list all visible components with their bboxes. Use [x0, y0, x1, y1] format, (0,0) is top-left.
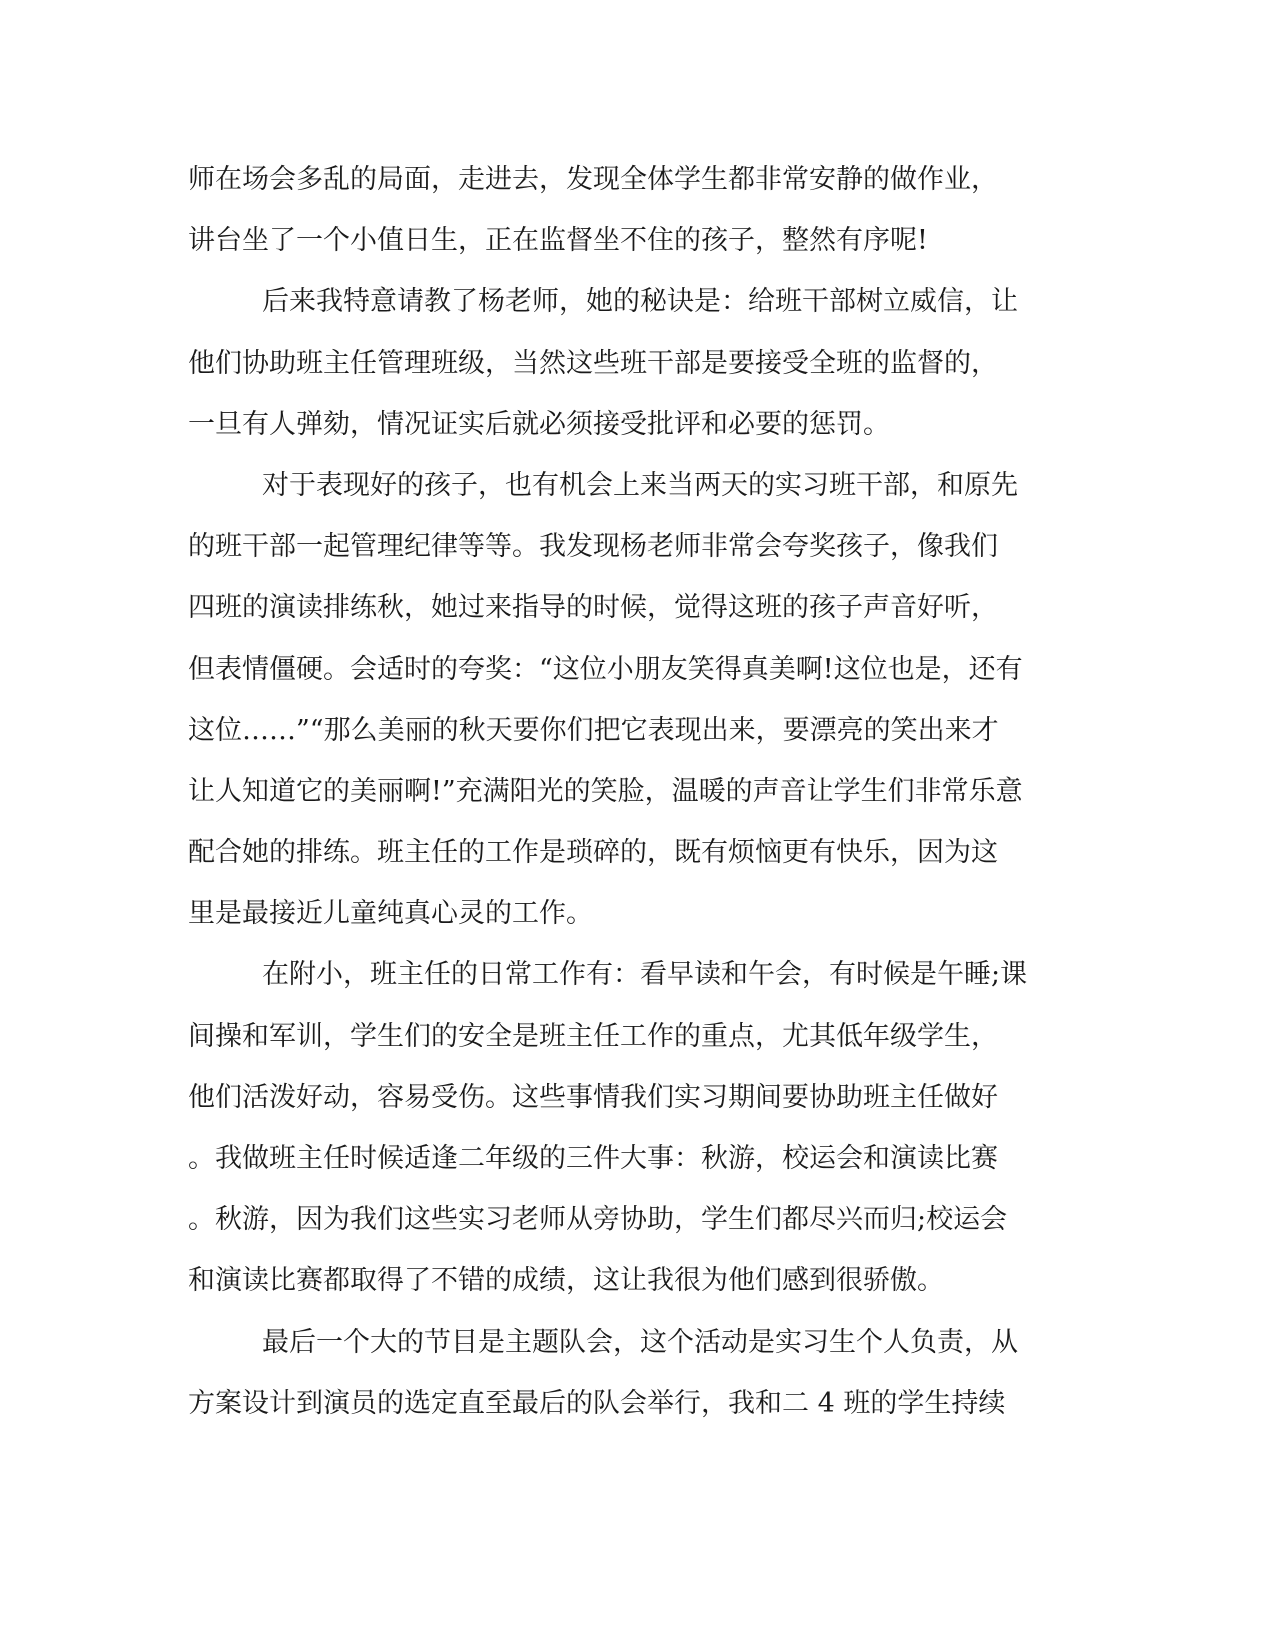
text-line-7: 的班干部一起管理纪律等等。我发现杨老师非常会夸奖孩子，像我们 — [188, 531, 998, 563]
paragraph-start-line-14: 在附小，班主任的日常工作有：看早读和午会，有时候是午睡;课 — [262, 959, 1028, 991]
text-line-5: 一旦有人弹劾，情况证实后就必须接受批评和必要的惩罚。 — [188, 408, 890, 440]
text-line-21: 方案设计到演员的选定直至最后的队会举行，我和二 4 班的学生持续 — [188, 1387, 1006, 1419]
text-line-17: 。我做班主任时候适逢二年级的三件大事：秋游，校运会和演读比赛 — [188, 1143, 998, 1174]
document-body — [188, 160, 1088, 1445]
text-line-12: 配合她的排练。班主任的工作是琐碎的，既有烦恼更有快乐，因为这 — [188, 837, 998, 869]
text-line-10: 这位……”“那么美丽的秋天要你们把它表现出来，要漂亮的笑出来才 — [188, 714, 999, 746]
text-line-2: 讲台坐了一个小值日生，正在监督坐不住的孩子，整然有序呢! — [188, 225, 928, 257]
text-line-13: 里是最接近儿童纯真心灵的工作。 — [188, 898, 593, 930]
text-line-15: 间操和军训，学生们的安全是班主任工作的重点，尤其低年级学生， — [188, 1020, 998, 1052]
text-line-9: 但表情僵硬。会适时的夸奖：“这位小朋友笑得真美啊!这位也是，还有 — [188, 653, 1023, 685]
text-line-18: 。秋游，因为我们这些实习老师从旁协助，学生们都尽兴而归;校运会 — [188, 1204, 1008, 1236]
paragraph-start-line-3: 后来我特意请教了杨老师，她的秘诀是：给班干部树立威信，让 — [262, 286, 1018, 318]
text-line-1: 师在场会多乱的局面，走进去，发现全体学生都非常安静的做作业， — [188, 164, 998, 195]
text-line-19: 和演读比赛都取得了不错的成绩，这让我很为他们感到很骄傲。 — [188, 1265, 944, 1297]
text-line-11: 让人知道它的美丽啊!”充满阳光的笑脸，温暖的声音让学生们非常乐意 — [188, 775, 1023, 807]
text-line-4: 他们协助班主任管理班级，当然这些班干部是要接受全班的监督的， — [188, 347, 998, 379]
paragraph-start-line-6: 对于表现好的孩子，也有机会上来当两天的实习班干部，和原先 — [262, 469, 1018, 501]
text-line-8: 四班的演读排练秋，她过来指导的时候，觉得这班的孩子声音好听， — [188, 592, 998, 624]
text-line-16: 他们活泼好动，容易受伤。这些事情我们实习期间要协助班主任做好 — [188, 1081, 998, 1113]
paragraph-start-line-20: 最后一个大的节目是主题队会，这个活动是实习生个人负责，从 — [262, 1326, 1018, 1358]
